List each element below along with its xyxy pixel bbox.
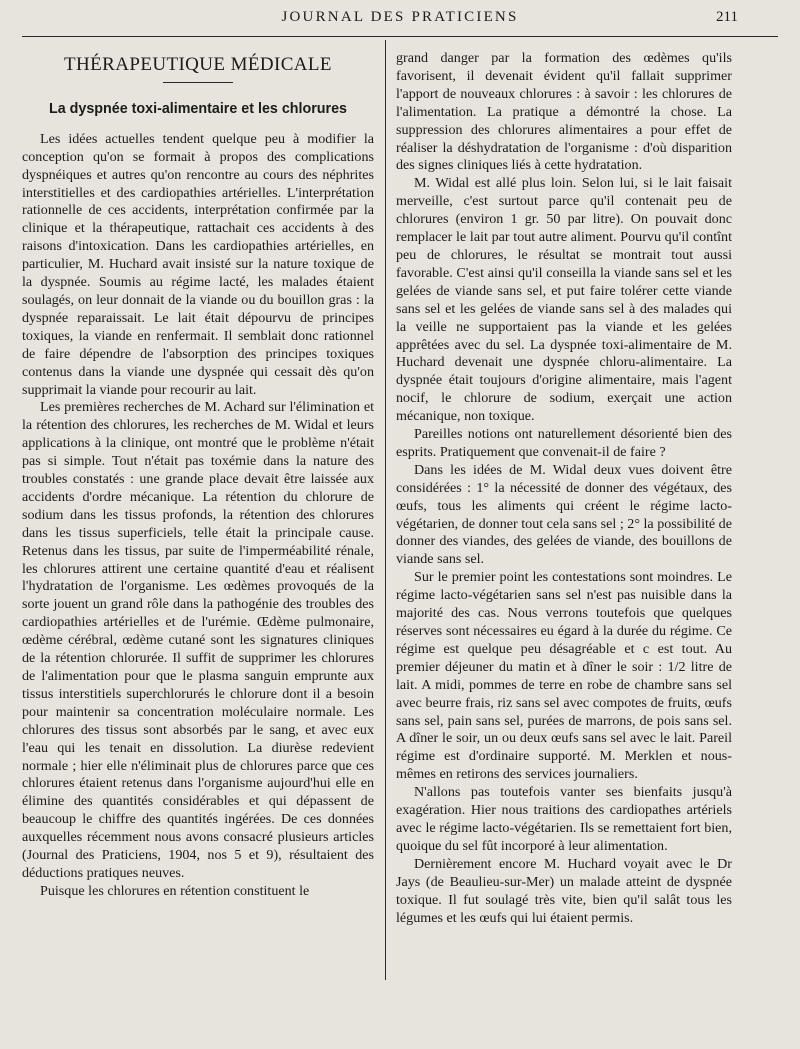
journal-title: JOURNAL DES PRATICIENS [281, 9, 519, 25]
article-title: La dyspnée toxi-alimentaire et les chlorures [49, 100, 347, 117]
running-head [0, 0, 800, 34]
right-column [396, 50, 732, 927]
left-column [22, 46, 374, 901]
paragraph: N'allons pas toutefois vanter ses bienfaits jusqu'à exagération. Hier nous traitions des cardiopathes artériels avec le régime lacto-végétarien. Ils se remettaient fort bien, quoique du sel fût incorporé à leur alimentation. [396, 784, 732, 854]
column-divider [385, 40, 386, 980]
paragraph-continued: grand danger par la formation des œdèmes qu'ils favorisent, il devenait évident qu'il fallait supprimer l'apport de nouveaux chlorures : à savoir : les chlorures de l'alimentation. La pratique a démontré la chose. La suppression des chlorures alimentaires a pour effet de réaliser la déshydratation de l'organisme : d'où disparition des signes cliniques liés à cette hydratation. [396, 50, 732, 174]
paragraph: Puisque les chlorures en rétention constituent le [40, 882, 310, 899]
page-number: 211 [716, 9, 738, 25]
paragraph: Les premières recherches de M. Achard sur l'élimination et la rétention des chlorures, les recherches de M. Widal et leurs applications à la clinique, ont montré que le problème n'était pas si simple. Tout n'était pas toxémie dans la nature des troubles constatés : une grande place devait être laissée aux accidents d'ordre mécanique. La rétention du chlorure de sodium dans les tissus profonds, la rétention des chlorures dans les tissus superficiels, telle était la principale cause. Retenus dans les tissus, par suite de l'imperméabilité rénale, les chlorures attirent une certaine quantité d'eau et réalisent l'hydratation de l'organisme. Les œdèmes provoqués de la sorte jouent un grand rôle dans la pathogénie des troubles des cardiopathies artérielles et de l'urémie. Œdème pulmonaire, œdème cérébral, œdème cutané sont les signatures cliniques de la rétention chlorurée. Il suffit de supprimer les chlorures de l'alimentation pour que le plasma sanguin emprunte aux tissus interstitiels superchlorurés le chlorure dont il a besoin pour maintenir sa concentration moléculaire normale. Les chlorures des tissus sont absorbés par le sang, et avec eux l'eau qui les tenait en dissolution. La diurèse redevient normale ; hier elle n'éliminait plus de chlorures parce que ces chlorures étaient retenus dans l'organisme aujourd'hui elle en élimine des quantités considérables et qui dépassent de beaucoup le chiffre des quantités ingérées. De ces données auxquelles récemment nous avons consacré plusieurs articles (Journal des Praticiens, 1904, nos 5 et 9), résultaient des déductions pratiques neuves. [22, 399, 374, 881]
paragraph: M. Widal est allé plus loin. Selon lui, si le lait faisait merveille, c'est surtout parce qu'il contenait peu de chlorures (environ 1 gr. 50 par litre). On pouvait donc remplacer le lait par tout autre aliment. Pourvu qu'il contînt peu de chlorures, le résultat se montrait tout aussi favorable. C'est ainsi qu'il conseilla la viande sans sel et les gelées de viande sans sel, et put faire tolérer cette viande sans sel et les gelées de viande sans sel à des malades qui la veille ne supportaient pas la viande et les gelées apprêtées avec du sel. La dyspnée toxi-alimentaire de M. Huchard devenait une dyspnée chloru-alimentaire. La dyspnée était toujours d'origine alimentaire, mais l'agent nocif, le chlorure de sodium, exerçait une action mécanique, non toxique. [396, 175, 732, 425]
paragraph: Pareilles notions ont naturellement désorienté bien des esprits. Pratiquement que convenait-il de faire ? [396, 426, 732, 460]
paragraph: Dernièrement encore M. Huchard voyait avec le Dr Jays (de Beaulieu-sur-Mer) un malade atteint de dyspnée toxique. Il fut soulagé très vite, bien qu'il salât tous les légumes et les œufs qui lui étaient permis. [396, 855, 732, 926]
paragraph: Dans les idées de M. Widal deux vues doivent être considérées : 1° la nécessité de donner des végétaux, des œufs, tous les aliments qui créent le régime lacto-végétarien, de donner tout cela sans sel ; 2° la possibilité de donner des viandes, des gelées de viande, des bouillons de viande sans sel. [396, 461, 732, 568]
section-title: THÉRAPEUTIQUE MÉDICALE [64, 54, 332, 75]
header-rule [22, 36, 778, 37]
section-title-rule [163, 82, 233, 83]
paragraph: Les idées actuelles tendent quelque peu à modifier la conception qu'on se formait à propos des complications dyspnéiques et autres qu'on rencontre au cours des néphrites interstitielles et des cardiopathies artérielles. L'interprétation rationnelle de ces accidents, interprétation confirmée par la clinique et la thérapeutique, rattachait ces accidents à des raisons d'intoxication. Dans les cardiopathies artérielles, en particulier, M. Huchard avait insisté sur la nature toxique de la dyspnée. Soumis au régime lacté, les malades étaient soulagés, on leur donnait de la viande ou du bouillon gras : la dyspnée reparaissait. Le lait était dépourvu de principes toxiques, la viande en renfermait. Il semblait donc rationnel de faire dépendre de l'absorption des principes toxiques contenus dans la viande une dyspnée qui cessait dès qu'on supprimait la viande pour recourir au lait. [22, 130, 374, 398]
paragraph: Sur le premier point les contestations sont moindres. Le régime lacto-végétarien sans sel n'est pas nuisible dans la majorité des cas. Nous verrons toutefois que quelques réserves sont nécessaires eu égard à la durée du régime. Ce régime est quelque peu désagréable et c est tout. Au premier déjeuner du matin et à dîner le soir : 1/2 litre de lait. A midi, pommes de terre en robe de chambre sans sel avec beurre frais, riz sans sel avec compotes de fruits, œufs sans sel, pain sans sel, purées de marrons, de pois sans sel. A dîner le soir, un ou deux œufs sans sel avec le lait. Pareil régime est d'ordinaire supporté. M. Merklen et nous-mêmes en retirons des services journaliers. [396, 569, 732, 783]
